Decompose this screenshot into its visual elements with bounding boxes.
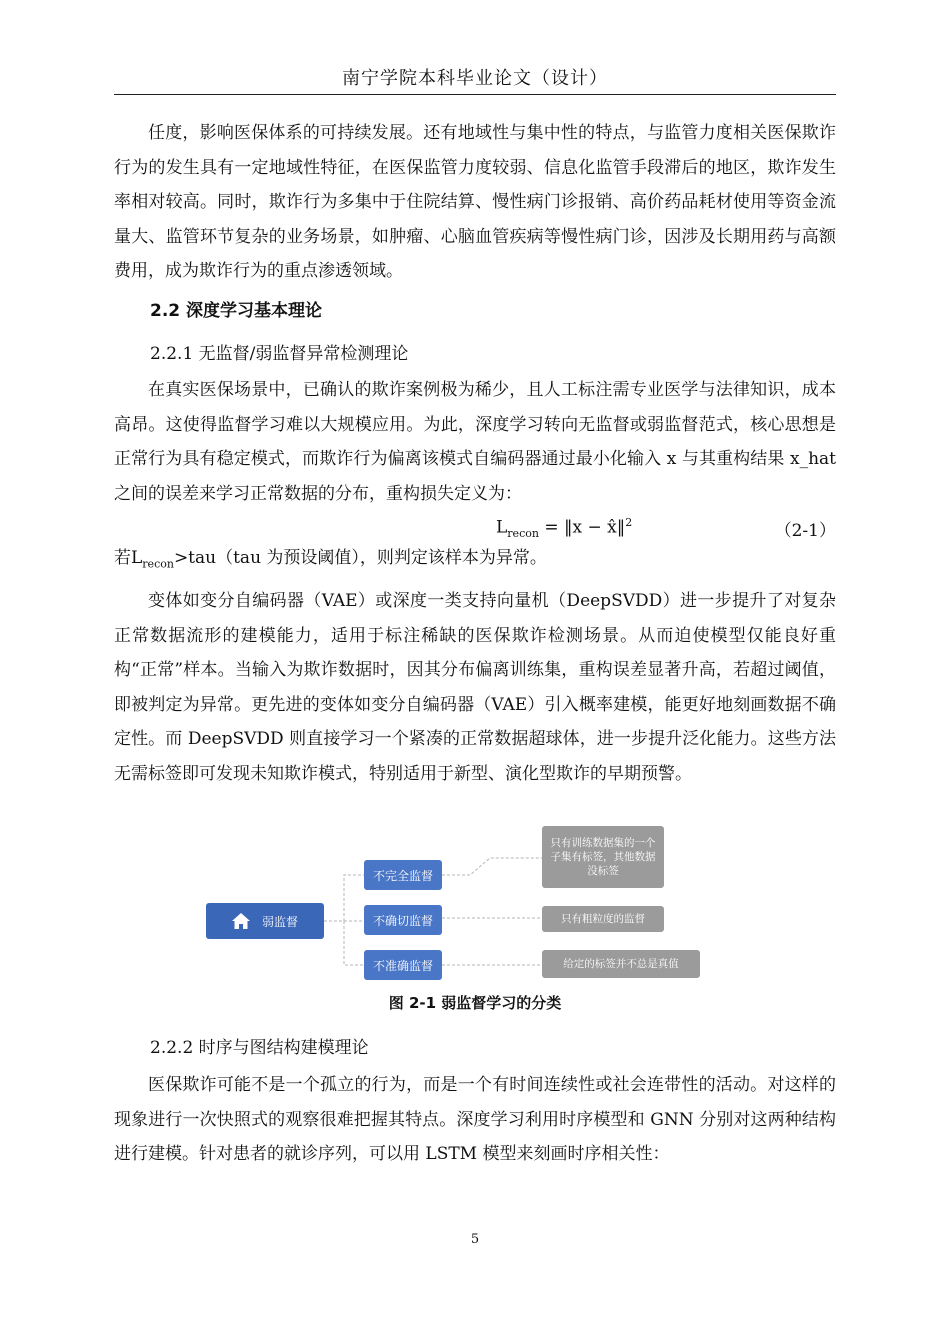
- branch-node-incomplete: 不完全监督: [364, 860, 442, 890]
- figure-weak-supervision: [180, 820, 720, 988]
- page-number: 5: [470, 1232, 480, 1247]
- connector-root-branch-1: [324, 875, 364, 921]
- equation-number: （2-1）: [774, 521, 836, 541]
- paragraph-temporal-graph: 医保欺诈可能不是一个孤立的行为，而是一个有时间连续性或社会连带性的活动。对这样的现象进行一次快照式的观察很难把握其特点。深度学习利用时序模型和 GNN 分别对这两种结构进行建模。针对患者的就诊序列，可以用 LSTM 模型来刻画时序相关性：: [114, 1075, 836, 1164]
- note-inexact: 只有粗粒度的监督: [542, 906, 664, 932]
- paragraph-continuation: 任度，影响医保体系的可持续发展。还有地域性与集中性的特点，与监管力度相关医保欺诈行为的发生具有一定地域性特征，在医保监管力度较弱、信息化监管手段滞后的地区，欺诈发生率相对较高。同时，欺诈行为多集中于住院结算、慢性病门诊报销、高价药品耗材使用等资金流量大、监管环节复杂的业务场景，如肿瘤、心脑血管疾病等慢性病门诊，因涉及长期用药与高额费用，成为欺诈行为的重点渗透领域。: [114, 123, 836, 281]
- root-node-weak-supervision: [206, 903, 324, 939]
- paragraph-vae-deepsvdd: 变体如变分自编码器（VAE）或深度一类支持向量机（DeepSVDD）进一步提升了对复杂正常数据流形的建模能力，适用于标注稀缺的医保欺诈检测场景。从而迫使模型仅能良好重构“正常”样本。当输入为欺诈数据时，因其分布偏离训练集，重构误差显著升高，若超过阈值，即被判定为异常。更先进的变体如变分自编码器（VAE）引入概率建模，能更好地刻画数据不确定性。而 DeepSVDD 则直接学习一个紧凑的正常数据超球体，进一步提升泛化能力。这些方法无需标签即可发现未知欺诈模式，特别适用于新型、演化型欺诈的早期预警。: [114, 591, 836, 784]
- header-rule: [114, 94, 836, 95]
- note-inaccurate: 给定的标签并不总是真值: [542, 950, 700, 978]
- paragraph-anomaly-detection: 在真实医保场景中，已确认的欺诈案例极为稀少，且人工标注需专业医学与法律知识，成本高昂。这使得监督学习难以大规模应用。为此，深度学习转向无监督或弱监督范式，核心思想是正常行为具有稳定模式，而欺诈行为偏离该模式自编码器通过最小化输入 x 与其重构结果 x_hat 之间的误差来学习正常数据的分布，重构损失定义为：: [114, 380, 836, 504]
- note-incomplete: 只有训练数据集的一个子集有标签，其他数据没标签: [542, 826, 664, 888]
- connector-root-branch-3: [344, 921, 364, 965]
- page-header: 南宁学院本科毕业论文（设计）: [342, 68, 608, 89]
- figure-caption: 图 2-1 弱监督学习的分类: [388, 994, 562, 1012]
- branch-node-inaccurate: 不准确监督: [364, 950, 442, 980]
- subsection-heading-2-2-1: 2.2.1 无监督/弱监督异常检测理论: [150, 344, 409, 364]
- paragraph-threshold: 若$L_{recon}>tau(tau$ 为预设阈值），则判定该样本为异常。: [114, 548, 547, 571]
- subsection-heading-2-2-2: 2.2.2 时序与图结构建模理论: [150, 1038, 369, 1058]
- connector-branch-1-note: [442, 858, 542, 875]
- equation-body: $L_{recon}$ = ‖x − x̂‖$^2$: [496, 516, 633, 541]
- branch-node-inexact: 不确切监督: [364, 905, 442, 935]
- section-heading-2-2: 2.2 深度学习基本理论: [150, 301, 323, 321]
- home-icon: [232, 913, 250, 929]
- root-node-label: 弱监督: [261, 914, 298, 929]
